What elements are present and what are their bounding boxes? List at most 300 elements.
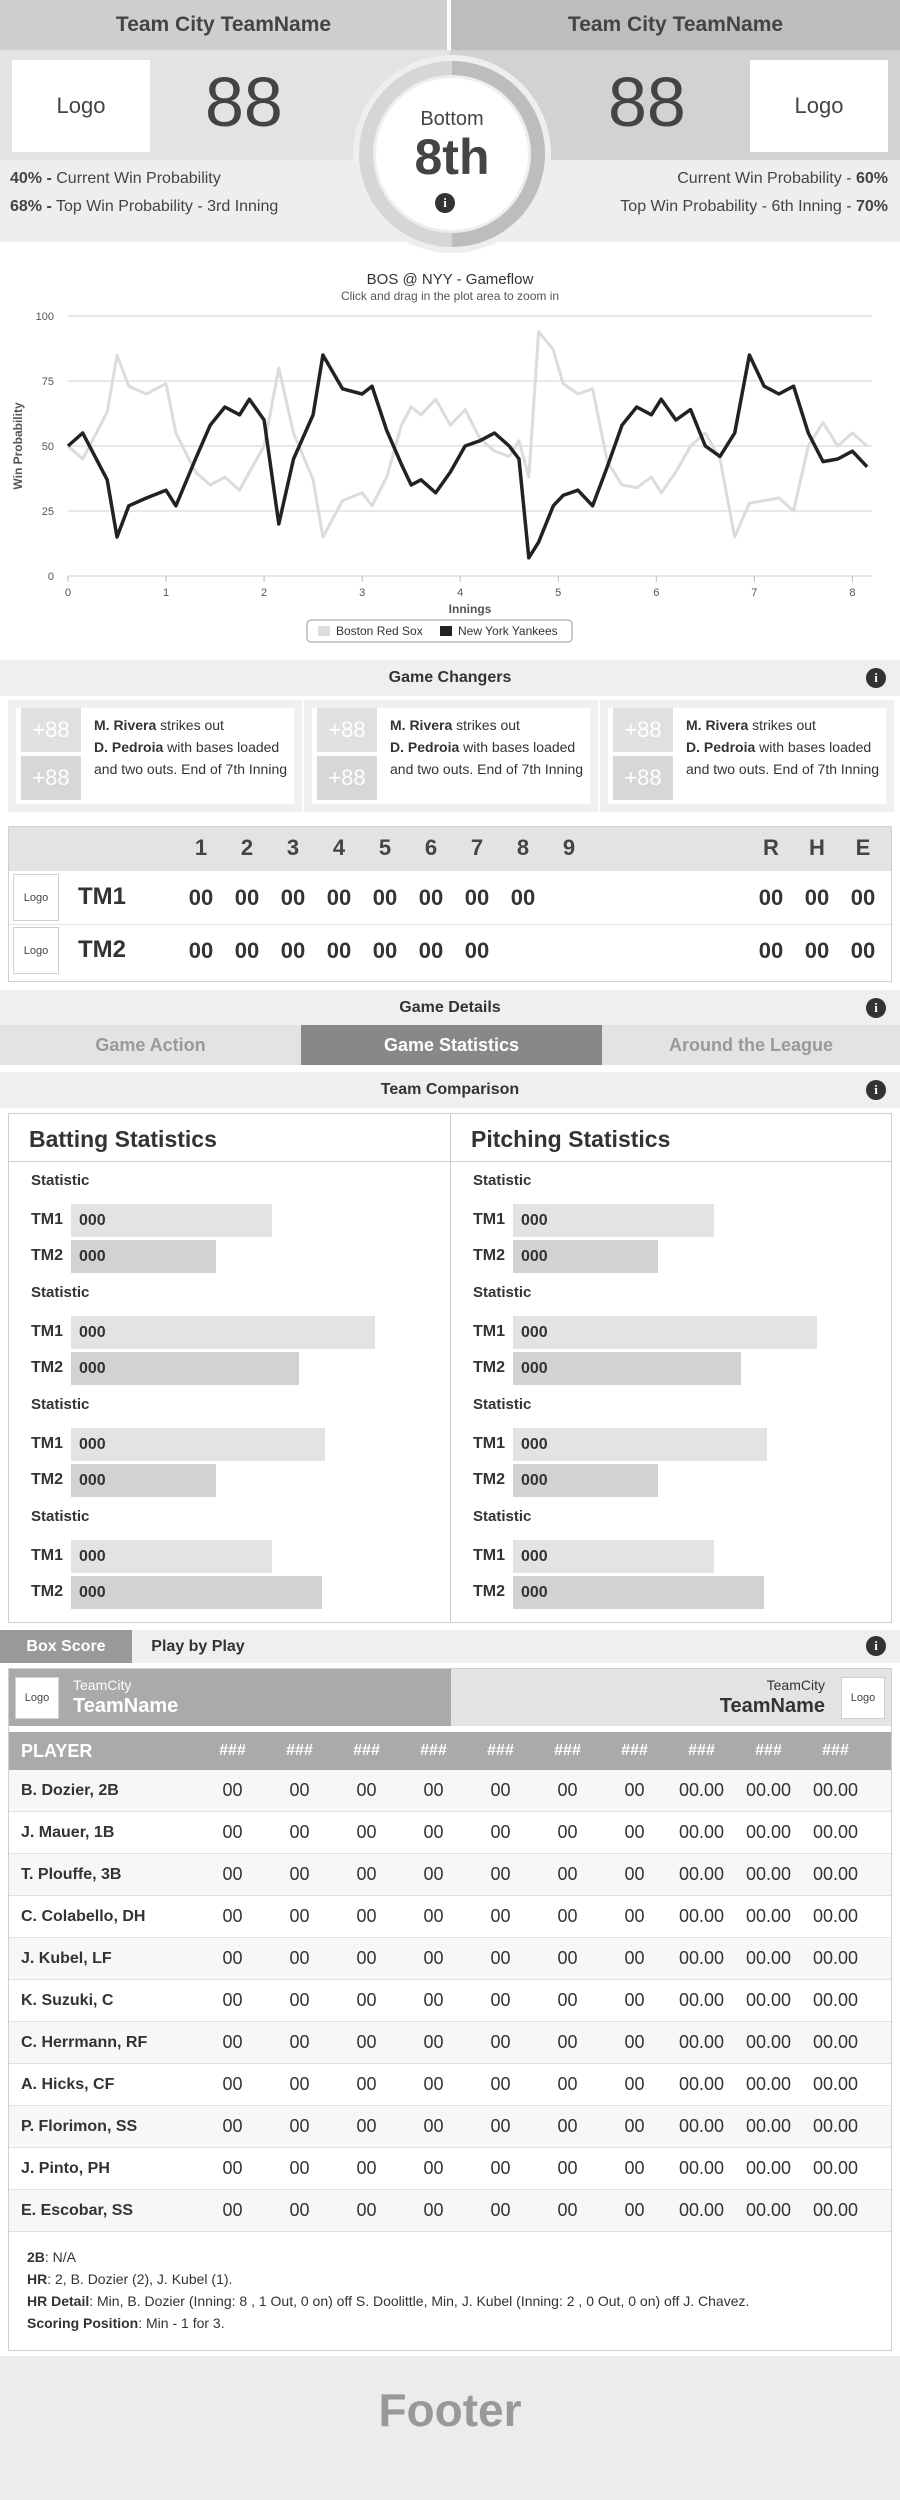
- inning-runs: 00: [280, 885, 306, 910]
- team-total: 00: [850, 938, 876, 963]
- box-right-team-city: TeamCity: [766, 1677, 825, 1693]
- player-stat-value: 00.00: [745, 1948, 792, 1968]
- player-row[interactable]: [9, 2064, 891, 2106]
- player-stat-value: 00: [222, 2116, 243, 2136]
- player-stat-value: 00: [222, 2074, 243, 2094]
- game-changer-card[interactable]: [600, 700, 894, 812]
- team-tag: TM2: [31, 1471, 63, 1488]
- player-stat-value: 00: [289, 2116, 310, 2136]
- stat-column-header[interactable]: ###: [822, 1742, 849, 1759]
- player-name[interactable]: J. Pinto, PH: [21, 2159, 110, 2177]
- box-score-header-row: [9, 1732, 891, 1770]
- player-row[interactable]: [9, 1854, 891, 1896]
- stat-column-header[interactable]: ###: [554, 1742, 581, 1759]
- game-changer-card-body: [608, 708, 886, 804]
- player-stat-value: 00: [423, 2074, 444, 2094]
- player-stat-value: 00: [222, 1780, 243, 1800]
- player-stat-value: 00: [557, 2158, 578, 2178]
- player-stat-value: 00: [557, 1864, 578, 1884]
- stat-column-header[interactable]: ###: [755, 1742, 782, 1759]
- tab-play-by-play[interactable]: Play by Play: [151, 1637, 245, 1655]
- x-tick-label: 0: [64, 587, 72, 599]
- player-stat-value: 00: [356, 2032, 377, 2052]
- inning-label: 8: [516, 835, 530, 860]
- stat-bar: 000: [513, 1428, 767, 1461]
- stat-group: [471, 1396, 881, 1501]
- stat-label: Statistic: [31, 1508, 90, 1525]
- player-stat-value: 00: [624, 1948, 645, 1968]
- linescore-row: [9, 871, 891, 924]
- team-tag: TM2: [31, 1359, 63, 1376]
- right-team-title: Team City TeamName: [451, 0, 900, 50]
- stat-column-header[interactable]: ###: [219, 1742, 246, 1759]
- linescore-table: [8, 826, 892, 982]
- player-stat-value: 00: [423, 1864, 444, 1884]
- player-stat-value: 00: [356, 2200, 377, 2220]
- player-stat-value: 00: [490, 2074, 511, 2094]
- inning-runs: 00: [326, 885, 352, 910]
- player-stat-value: 00.00: [812, 1780, 859, 1800]
- player-stat-value: 00.00: [745, 1780, 792, 1800]
- stat-label: Statistic: [473, 1284, 532, 1301]
- player-stat-value: 00: [624, 2200, 645, 2220]
- player-stat-value: 00: [289, 2032, 310, 2052]
- footer: [0, 2356, 900, 2500]
- player-stat-value: 00: [557, 1780, 578, 1800]
- player-stat-value: 00: [289, 1822, 310, 1842]
- team-tag: TM1: [473, 1211, 505, 1228]
- left-team-score: 88: [205, 63, 283, 141]
- stat-column-header[interactable]: ###: [286, 1742, 313, 1759]
- stat-bar: 000: [71, 1352, 299, 1385]
- stat-label: Statistic: [31, 1396, 90, 1413]
- player-stat-value: 00.00: [812, 2200, 859, 2220]
- game-changer-player: D. Pedroia: [686, 739, 756, 755]
- player-stat-value: 00.00: [745, 2032, 792, 2052]
- legend-label: New York Yankees: [458, 624, 558, 638]
- team-tag: TM2: [473, 1359, 505, 1376]
- x-tick-label: 4: [457, 587, 464, 599]
- total-label: E: [855, 835, 871, 860]
- player-stat-value: 00: [490, 1780, 511, 1800]
- team-tag: TM2: [473, 1247, 505, 1264]
- left-team-title: Team City TeamName: [0, 0, 447, 50]
- player-stat-value: 00: [557, 2200, 578, 2220]
- game-changers-header: Game Changers: [0, 660, 900, 696]
- player-stat-value: 00: [356, 1906, 377, 1926]
- box-left-team-logo[interactable]: Logo: [15, 1677, 59, 1719]
- stat-column-header[interactable]: ###: [688, 1742, 715, 1759]
- player-stat-value: 00: [289, 2200, 310, 2220]
- team-tag: TM2: [31, 1583, 63, 1600]
- stat-label: Statistic: [473, 1396, 532, 1413]
- inning-label: 1: [194, 835, 208, 860]
- player-name[interactable]: B. Dozier, 2B: [21, 1781, 119, 1799]
- stat-column-headers: [199, 1742, 869, 1760]
- player-stat-value: 00: [289, 2074, 310, 2094]
- player-stat-value: 00: [289, 2158, 310, 2178]
- player-stat-value: 00: [624, 1780, 645, 1800]
- player-stat-value: 00.00: [812, 2116, 859, 2136]
- box-score-rows: [9, 1770, 891, 2236]
- player-stat-value: 00.00: [678, 2158, 725, 2178]
- box-score-note: HR Detail: Min, B. Dozier (Inning: 8 , 1 Out, 0 on) off S. Doolittle, Min, J. Kubel (Inning: 2 , 0 Out, 0 on) off J. Chavez.: [27, 2293, 750, 2309]
- y-tick-label: 75: [41, 376, 54, 388]
- x-tick-label: 2: [261, 587, 268, 599]
- player-stat-value: 00.00: [812, 2032, 859, 2052]
- linescore-row: [9, 924, 891, 977]
- player-stat-value: 00.00: [745, 2116, 792, 2136]
- stat-column-header[interactable]: ###: [420, 1742, 447, 1759]
- player-stat-value: 00: [557, 2116, 578, 2136]
- box-left-team-city: TeamCity: [73, 1677, 132, 1693]
- player-stat-value: 00.00: [678, 1990, 725, 2010]
- player-stat-value: 00: [356, 1780, 377, 1800]
- team-tag: TM2: [31, 1247, 63, 1264]
- player-row[interactable]: [9, 1812, 891, 1854]
- team-logo[interactable]: Logo: [13, 874, 59, 921]
- batting-statistics-title: Batting Statistics: [29, 1126, 217, 1152]
- player-name[interactable]: P. Florimon, SS: [21, 2117, 138, 2135]
- player-stat-value: 00.00: [678, 1906, 725, 1926]
- note-label: HR: [27, 2271, 48, 2287]
- player-stat-value: 00.00: [812, 2074, 859, 2094]
- player-stat-value: 00.00: [678, 1864, 725, 1884]
- player-row[interactable]: [9, 1896, 891, 1938]
- stat-column-header[interactable]: ###: [621, 1742, 648, 1759]
- tab-around-the-league[interactable]: Around the League: [602, 1025, 900, 1065]
- player-stat-value: 00: [557, 2074, 578, 2094]
- player-stat-value: 00: [356, 1864, 377, 1884]
- x-tick-label: 5: [555, 587, 562, 599]
- team-comparison-info-icon[interactable]: i: [866, 1080, 886, 1100]
- stat-bar: 000: [513, 1316, 817, 1349]
- tab-box-score[interactable]: Box Score: [0, 1630, 132, 1663]
- stat-group: [29, 1396, 439, 1501]
- player-stat-value: 00: [490, 1864, 511, 1884]
- game-changer-player: M. Rivera: [390, 717, 453, 733]
- player-stat-value: 00: [490, 2158, 511, 2178]
- note-label: HR Detail: [27, 2293, 90, 2309]
- player-stat-value: 00: [490, 2032, 511, 2052]
- box-score-note: 2B: N/A: [27, 2249, 77, 2265]
- player-stat-value: 00.00: [745, 1906, 792, 1926]
- stat-bar: 000: [71, 1576, 322, 1609]
- stat-group: [29, 1508, 439, 1613]
- stat-group: [471, 1508, 881, 1613]
- batting-stats-list: [29, 1172, 439, 1612]
- player-stat-value: 00: [490, 1822, 511, 1842]
- probability-change-top: +88: [613, 708, 673, 752]
- inning-runs: 00: [418, 885, 444, 910]
- x-tick-label: 6: [653, 587, 660, 599]
- inning-runs: 00: [234, 885, 260, 910]
- inning-runs: 00: [372, 885, 398, 910]
- note-label: 2B: [27, 2249, 45, 2265]
- player-stat-value: 00: [624, 2032, 645, 2052]
- right-top-win-probability: Top Win Probability - 6th Inning - 70%: [620, 198, 888, 215]
- player-stat-value: 00.00: [812, 1864, 859, 1884]
- player-row[interactable]: [9, 2106, 891, 2148]
- pitching-statistics-title: Pitching Statistics: [471, 1126, 671, 1152]
- player-stat-value: 00: [490, 1948, 511, 1968]
- legend-swatch: [440, 626, 452, 636]
- x-tick-label: 7: [751, 587, 758, 599]
- player-stat-value: 00.00: [678, 1822, 725, 1842]
- player-stat-value: 00.00: [745, 2158, 792, 2178]
- player-row[interactable]: [9, 2148, 891, 2190]
- right-team-logo[interactable]: Logo: [750, 60, 888, 152]
- player-stat-value: 00.00: [812, 1948, 859, 1968]
- player-name[interactable]: J. Mauer, 1B: [21, 1823, 115, 1841]
- left-current-win-probability: 40% - Current Win Probability: [10, 170, 221, 187]
- inning-label: 4: [332, 835, 346, 860]
- team-tag: TM1: [31, 1435, 63, 1452]
- left-team-logo[interactable]: Logo: [12, 60, 150, 152]
- player-row[interactable]: [9, 2022, 891, 2064]
- inning-label: 5: [378, 835, 392, 860]
- stat-bar: 000: [513, 1464, 658, 1497]
- box-score-note: Scoring Position: Min - 1 for 3.: [27, 2315, 225, 2331]
- game-changer-player: M. Rivera: [94, 717, 157, 733]
- footer-label: Footer: [378, 2384, 522, 2436]
- right-team-score: 88: [608, 63, 686, 141]
- comparison-divider: [450, 1114, 451, 1622]
- player-stat-value: 00: [289, 1864, 310, 1884]
- player-stat-value: 00.00: [812, 1822, 859, 1842]
- stat-bar: 000: [71, 1428, 325, 1461]
- stat-bar: 000: [513, 1240, 658, 1273]
- x-axis-label: Innings: [448, 602, 492, 616]
- linescore-rows: [9, 871, 891, 981]
- game-details-info-icon[interactable]: i: [866, 998, 886, 1018]
- game-changer-player: M. Rivera: [686, 717, 749, 733]
- info-icon[interactable]: i: [435, 193, 455, 213]
- game-changer-player: D. Pedroia: [94, 739, 164, 755]
- game-changer-description: M. Rivera strikes out D. Pedroia with bases loaded and two outs. End of 7th Inning: [390, 717, 584, 777]
- x-tick-label: 3: [359, 587, 366, 599]
- player-stat-value: 00.00: [812, 1906, 859, 1926]
- tab-game-action[interactable]: Game Action: [0, 1025, 301, 1065]
- stat-bar: 000: [513, 1576, 764, 1609]
- inning-label: 3: [286, 835, 300, 860]
- team-total: 00: [758, 885, 784, 910]
- player-stat-value: 00: [423, 2200, 444, 2220]
- game-changers-info-icon[interactable]: i: [866, 668, 886, 688]
- gameflow-chart[interactable]: [0, 262, 900, 657]
- player-stat-value: 00: [222, 1948, 243, 1968]
- team-comparison-panel: [8, 1113, 892, 1623]
- player-stat-value: 00: [557, 1906, 578, 1926]
- box-right-team-bar: [451, 1669, 891, 1726]
- player-stat-value: 00: [222, 1822, 243, 1842]
- inning-runs: 00: [464, 885, 490, 910]
- inning-label: 7: [470, 835, 484, 860]
- team-total: 00: [804, 938, 830, 963]
- player-stat-value: 00: [423, 1990, 444, 2010]
- game-changers-list: [0, 700, 900, 820]
- note-label: Scoring Position: [27, 2315, 139, 2331]
- player-stat-value: 00: [490, 1990, 511, 2010]
- player-stat-value: 00.00: [745, 2200, 792, 2220]
- box-score-info-icon[interactable]: i: [866, 1636, 886, 1656]
- probability-change-bottom: +88: [613, 756, 673, 800]
- game-changer-description: M. Rivera strikes out D. Pedroia with bases loaded and two outs. End of 7th Inning: [94, 717, 288, 777]
- player-stat-value: 00: [557, 1948, 578, 1968]
- tab-game-statistics[interactable]: Game Statistics: [301, 1025, 602, 1065]
- pitching-stats-list: [471, 1172, 881, 1612]
- player-stat-value: 00: [222, 2032, 243, 2052]
- player-stat-value: 00: [423, 1822, 444, 1842]
- x-tick-label: 8: [849, 587, 856, 599]
- player-stat-value: 00: [624, 1990, 645, 2010]
- player-stat-value: 00: [423, 2032, 444, 2052]
- total-label: R: [763, 835, 779, 860]
- player-stat-value: 00: [222, 1990, 243, 2010]
- inning-number: 8th: [414, 129, 490, 185]
- player-stat-value: 00: [557, 2032, 578, 2052]
- stat-group: [29, 1284, 439, 1389]
- player-stat-value: 00: [423, 2116, 444, 2136]
- team-logo[interactable]: Logo: [13, 927, 59, 974]
- player-stat-value: 00.00: [678, 1780, 725, 1800]
- stat-group: [471, 1284, 881, 1389]
- player-row[interactable]: [9, 1938, 891, 1980]
- chart-title: BOS @ NYY - Gameflow: [366, 271, 534, 288]
- left-top-win-probability: 68% - Top Win Probability - 3rd Inning: [10, 198, 279, 215]
- player-stat-value: 00: [356, 1822, 377, 1842]
- player-stat-value: 00: [423, 2158, 444, 2178]
- box-right-team-logo[interactable]: Logo: [841, 1677, 885, 1719]
- team-total: 00: [850, 885, 876, 910]
- player-stat-value: 00.00: [812, 1990, 859, 2010]
- stat-label: Statistic: [31, 1172, 90, 1189]
- player-name[interactable]: C. Herrmann, RF: [21, 2033, 148, 2051]
- inning-runs: 00: [234, 938, 260, 963]
- game-changer-card-body: [312, 708, 590, 804]
- player-row[interactable]: [9, 1770, 891, 1812]
- probability-change-top: +88: [21, 708, 81, 752]
- chart-legend[interactable]: [307, 620, 572, 642]
- team-tag: TM1: [31, 1547, 63, 1564]
- player-stat-value: 00.00: [745, 1822, 792, 1842]
- linescore-divider: [9, 924, 891, 925]
- stat-bar: 000: [513, 1352, 741, 1385]
- y-tick-label: 100: [35, 311, 54, 323]
- player-stat-value: 00: [624, 1822, 645, 1842]
- stat-column-header[interactable]: ###: [353, 1742, 380, 1759]
- player-stat-value: 00.00: [678, 2032, 725, 2052]
- player-stat-value: 00: [356, 2158, 377, 2178]
- stat-bar: 000: [513, 1204, 714, 1237]
- player-row[interactable]: [9, 1980, 891, 2022]
- team-tag: TM1: [31, 1323, 63, 1340]
- game-changer-card[interactable]: [304, 700, 598, 812]
- total-label: H: [809, 835, 825, 860]
- player-name[interactable]: K. Suzuki, C: [21, 1991, 114, 2009]
- player-stat-value: 00: [423, 1780, 444, 1800]
- linescore-inning-labels: [9, 835, 891, 865]
- player-stat-value: 00: [624, 1906, 645, 1926]
- stat-bar: 000: [71, 1240, 216, 1273]
- player-stat-value: 00.00: [678, 1948, 725, 1968]
- player-row[interactable]: [9, 2190, 891, 2232]
- player-stat-value: 00: [624, 2158, 645, 2178]
- box-score-notes: [27, 2246, 877, 2334]
- box-right-team-name: TeamName: [719, 1695, 825, 1717]
- player-stat-value: 00: [356, 2074, 377, 2094]
- player-stat-value: 00: [356, 1990, 377, 2010]
- player-stat-value: 00: [490, 2116, 511, 2136]
- player-name[interactable]: A. Hicks, CF: [21, 2075, 115, 2093]
- player-stat-value: 00: [423, 1948, 444, 1968]
- player-stat-value: 00: [423, 1906, 444, 1926]
- team-total: 00: [804, 885, 830, 910]
- player-stat-value: 00: [490, 1906, 511, 1926]
- player-name[interactable]: C. Colabello, DH: [21, 1907, 146, 1925]
- team-tag: TM2: [473, 1583, 505, 1600]
- stat-group: [471, 1172, 881, 1277]
- player-stat-value: 00: [222, 1906, 243, 1926]
- inning-runs: 00: [188, 885, 214, 910]
- team-comparison-header: Team Comparison: [0, 1072, 900, 1108]
- inning-label: 6: [424, 835, 438, 860]
- team-tag: TM1: [473, 1323, 505, 1340]
- right-current-win-probability: Current Win Probability - 60%: [677, 170, 888, 187]
- team-abbreviation: TM1: [78, 883, 126, 910]
- team-abbreviation: TM2: [78, 936, 126, 963]
- inning-runs: 00: [418, 938, 444, 963]
- probability-change-top: +88: [317, 708, 377, 752]
- stat-bar: 000: [71, 1204, 272, 1237]
- legend-swatch: [318, 626, 330, 636]
- player-name[interactable]: T. Plouffe, 3B: [21, 1865, 122, 1883]
- player-stat-value: 00: [356, 1948, 377, 1968]
- player-stat-value: 00: [490, 2200, 511, 2220]
- player-name[interactable]: J. Kubel, LF: [21, 1949, 112, 1967]
- team-tag: TM1: [473, 1547, 505, 1564]
- player-stat-value: 00: [289, 1906, 310, 1926]
- player-stat-value: 00: [356, 2116, 377, 2136]
- player-stat-value: 00.00: [678, 2200, 725, 2220]
- game-changer-card-body: [16, 708, 294, 804]
- player-stat-value: 00.00: [678, 2116, 725, 2136]
- box-left-team-name: TeamName: [73, 1695, 179, 1717]
- y-tick-label: 50: [41, 441, 54, 453]
- stat-label: Statistic: [473, 1508, 532, 1525]
- stat-bar: 000: [513, 1540, 714, 1573]
- game-changer-description: M. Rivera strikes out D. Pedroia with bases loaded and two outs. End of 7th Inning: [686, 717, 880, 777]
- game-changer-card[interactable]: [8, 700, 302, 812]
- stat-label: Statistic: [31, 1284, 90, 1301]
- inning-label: 2: [240, 835, 254, 860]
- player-stat-value: 00.00: [812, 2158, 859, 2178]
- game-changer-player: D. Pedroia: [390, 739, 460, 755]
- player-stat-value: 00.00: [745, 1990, 792, 2010]
- inning-half: Bottom: [420, 108, 484, 130]
- probability-change-bottom: +88: [317, 756, 377, 800]
- inning-runs: 00: [464, 938, 490, 963]
- chart-subtitle: Click and drag in the plot area to zoom in: [340, 289, 560, 303]
- player-stat-value: 00: [222, 2158, 243, 2178]
- stat-column-header[interactable]: ###: [487, 1742, 514, 1759]
- legend-label: Boston Red Sox: [336, 624, 423, 638]
- player-stat-value: 00: [624, 2074, 645, 2094]
- team-total: 00: [758, 938, 784, 963]
- y-tick-label: 0: [47, 571, 54, 583]
- player-column-header: PLAYER: [21, 1740, 93, 1761]
- player-name[interactable]: E. Escobar, SS: [21, 2201, 134, 2219]
